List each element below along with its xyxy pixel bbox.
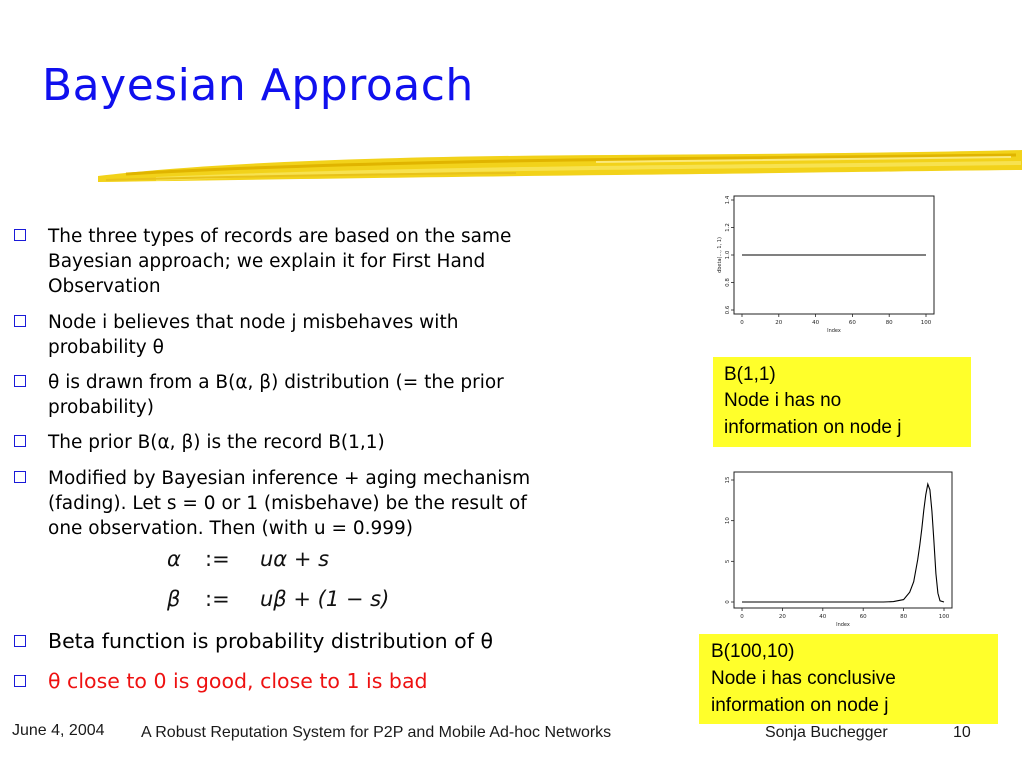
x-tick-label: 0: [740, 320, 744, 326]
label-box-line: Node i has conclusive: [711, 668, 896, 689]
beta-100-10-chart: [706, 466, 956, 628]
hollow-square-bullet-icon: [14, 375, 26, 387]
x-tick-label: 100: [920, 320, 932, 326]
y-tick-label: 10: [725, 517, 731, 525]
x-tick-label: 20: [778, 614, 786, 620]
x-tick-label: 60: [848, 320, 856, 326]
bullet-line: (fading). Let s = 0 or 1 (misbehave) be the result of: [48, 493, 527, 514]
hollow-square-bullet-icon: [14, 675, 26, 687]
formula-assign-op: :=: [205, 547, 230, 571]
x-tick-label: 40: [812, 320, 820, 326]
bullet-line: Bayesian approach; we explain it for First Hand: [48, 251, 486, 272]
bullet-line: The prior B(α, β) is the record B(1,1): [48, 432, 385, 453]
bullet-line: probability θ: [48, 337, 164, 358]
label-box-line: information on node j: [724, 417, 902, 438]
bullet-line: one observation. Then (with u = 0.999): [48, 518, 414, 539]
bullet-line: Beta function is probability distribution of θ: [48, 629, 493, 653]
x-tick-label: 60: [859, 614, 867, 620]
footer-date: June 4, 2004: [12, 722, 105, 739]
formula-beta-lhs: β: [167, 587, 181, 611]
y-tick-label: 0: [725, 600, 731, 604]
y-tick-label: 15: [725, 476, 731, 484]
x-axis-label: Index: [836, 622, 850, 628]
label-box-line: information on node j: [711, 695, 889, 716]
series-line: [742, 484, 944, 602]
bullet-line: θ is drawn from a B(α, β) distribution (= the prior: [48, 372, 504, 393]
label-box-line: B(100,10): [711, 641, 795, 662]
x-tick-label: 100: [938, 614, 950, 620]
page-number: 10: [953, 724, 971, 741]
x-tick-label: 80: [885, 320, 893, 326]
formula-beta-rhs: uβ + (1 − s): [260, 587, 390, 611]
y-tick-label: 1.4: [725, 195, 731, 205]
bullet-line: probability): [48, 397, 154, 418]
y-tick-label: 0.8: [725, 278, 731, 287]
y-tick-label: 1.0: [725, 250, 731, 260]
footer-title: A Robust Reputation System for P2P and Mobile Ad-hoc Networks: [141, 724, 612, 741]
x-tick-label: 20: [775, 320, 783, 326]
bullet-line: θ close to 0 is good, close to 1 is bad: [48, 669, 428, 693]
hollow-square-bullet-icon: [14, 635, 26, 647]
label-box-b100-10: [699, 634, 998, 724]
hollow-square-bullet-icon: [14, 471, 26, 483]
label-box-b11: [713, 357, 971, 447]
beta-1-1-plot: [708, 188, 944, 332]
y-tick-label: 5: [725, 559, 731, 564]
hollow-square-bullet-icon: [14, 315, 26, 327]
footer-author: Sonja Buchegger: [765, 724, 888, 741]
beta-1-1-chart: [708, 188, 944, 332]
hollow-square-bullet-icon: [14, 435, 26, 447]
bullet-line: The three types of records are based on the same: [48, 226, 512, 247]
x-axis-label: Index: [827, 328, 841, 332]
hollow-square-bullet-icon: [14, 229, 26, 241]
formula-alpha-lhs: α: [167, 547, 181, 571]
x-tick-label: 80: [900, 614, 908, 620]
label-box-line: Node i has no: [724, 390, 842, 411]
y-tick-label: 0.6: [725, 305, 731, 315]
bullet-line: Observation: [48, 276, 161, 297]
y-tick-label: 1.2: [725, 223, 731, 232]
formula-alpha-rhs: uα + s: [260, 547, 330, 571]
plot-frame: [734, 472, 952, 608]
slide-title: Bayesian Approach: [42, 60, 474, 111]
beta-100-10-plot: [706, 466, 956, 628]
y-axis-label: dbeta(..., 1, 1): [717, 237, 723, 273]
update-formula: [165, 544, 425, 616]
bullet-line: Node i believes that node j misbehaves with: [48, 312, 459, 333]
formula-assign-op: :=: [205, 587, 230, 611]
x-tick-label: 40: [819, 614, 827, 620]
label-box-line: B(1,1): [724, 364, 776, 385]
bullet-line: Modified by Bayesian inference + aging mechanism: [48, 468, 531, 489]
x-tick-label: 0: [740, 614, 744, 620]
